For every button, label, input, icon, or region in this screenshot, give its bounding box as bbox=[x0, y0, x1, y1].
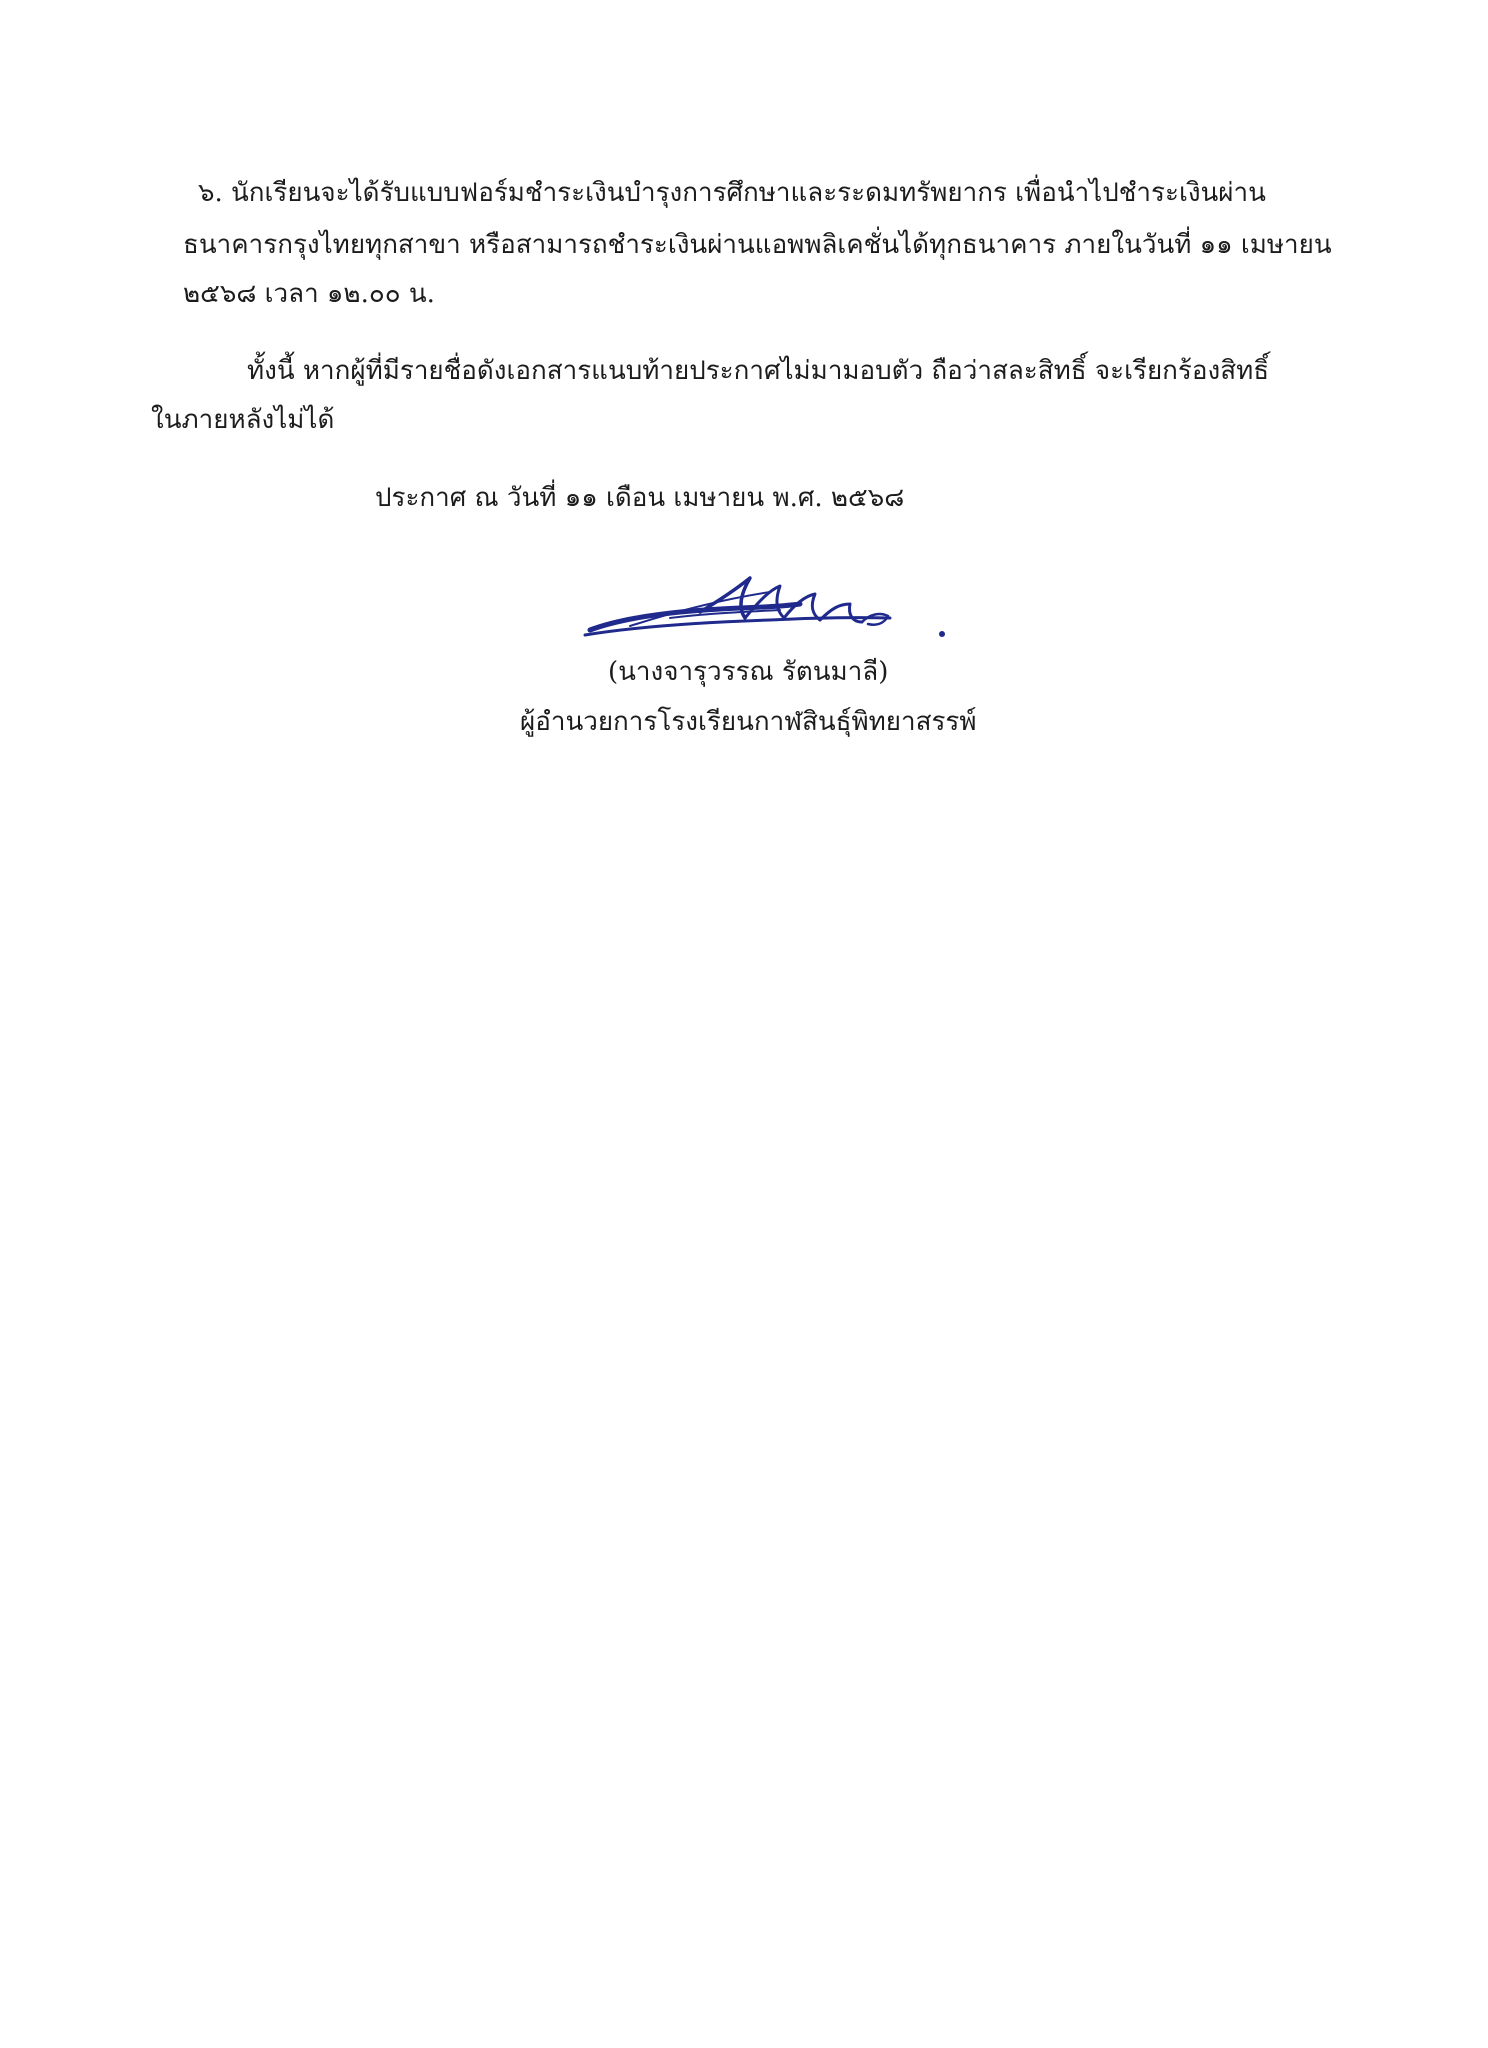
closing-line-2: ในภายหลังไม่ได้ bbox=[151, 405, 335, 435]
closing-line-1: ทั้งนี้ หากผู้ที่มีรายชื่อดังเอกสารแนบท้ายประกาศไม่มามอบตัว ถือว่าสละสิทธิ์ จะเรียกร้องสิทธิ์ bbox=[247, 356, 1270, 386]
signature-image bbox=[570, 560, 960, 660]
item-6-line-1: ๖. นักเรียนจะได้รับแบบฟอร์มชำระเงินบำรุงการศึกษาและระดมทรัพยากร เพื่อนำไปชำระเงินผ่าน bbox=[198, 178, 1266, 208]
announcement-date: ประกาศ ณ วันที่ ๑๑ เดือน เมษายน พ.ศ. ๒๕๖๘ bbox=[375, 483, 905, 513]
item-6-line-2: ธนาคารกรุงไทยทุกสาขา หรือสามารถชำระเงินผ่านแอพพลิเคชั่นได้ทุกธนาคาร ภายในวันที่ ๑๑ เมษายน bbox=[183, 230, 1332, 260]
signatory-position: ผู้อำนวยการโรงเรียนกาฬสินธุ์พิทยาสรรพ์ bbox=[520, 707, 977, 737]
signatory-name: (นางจารุวรรณ รัตนมาลี) bbox=[608, 657, 889, 687]
item-6-line-3: ๒๕๖๘ เวลา ๑๒.๐๐ น. bbox=[183, 279, 435, 309]
